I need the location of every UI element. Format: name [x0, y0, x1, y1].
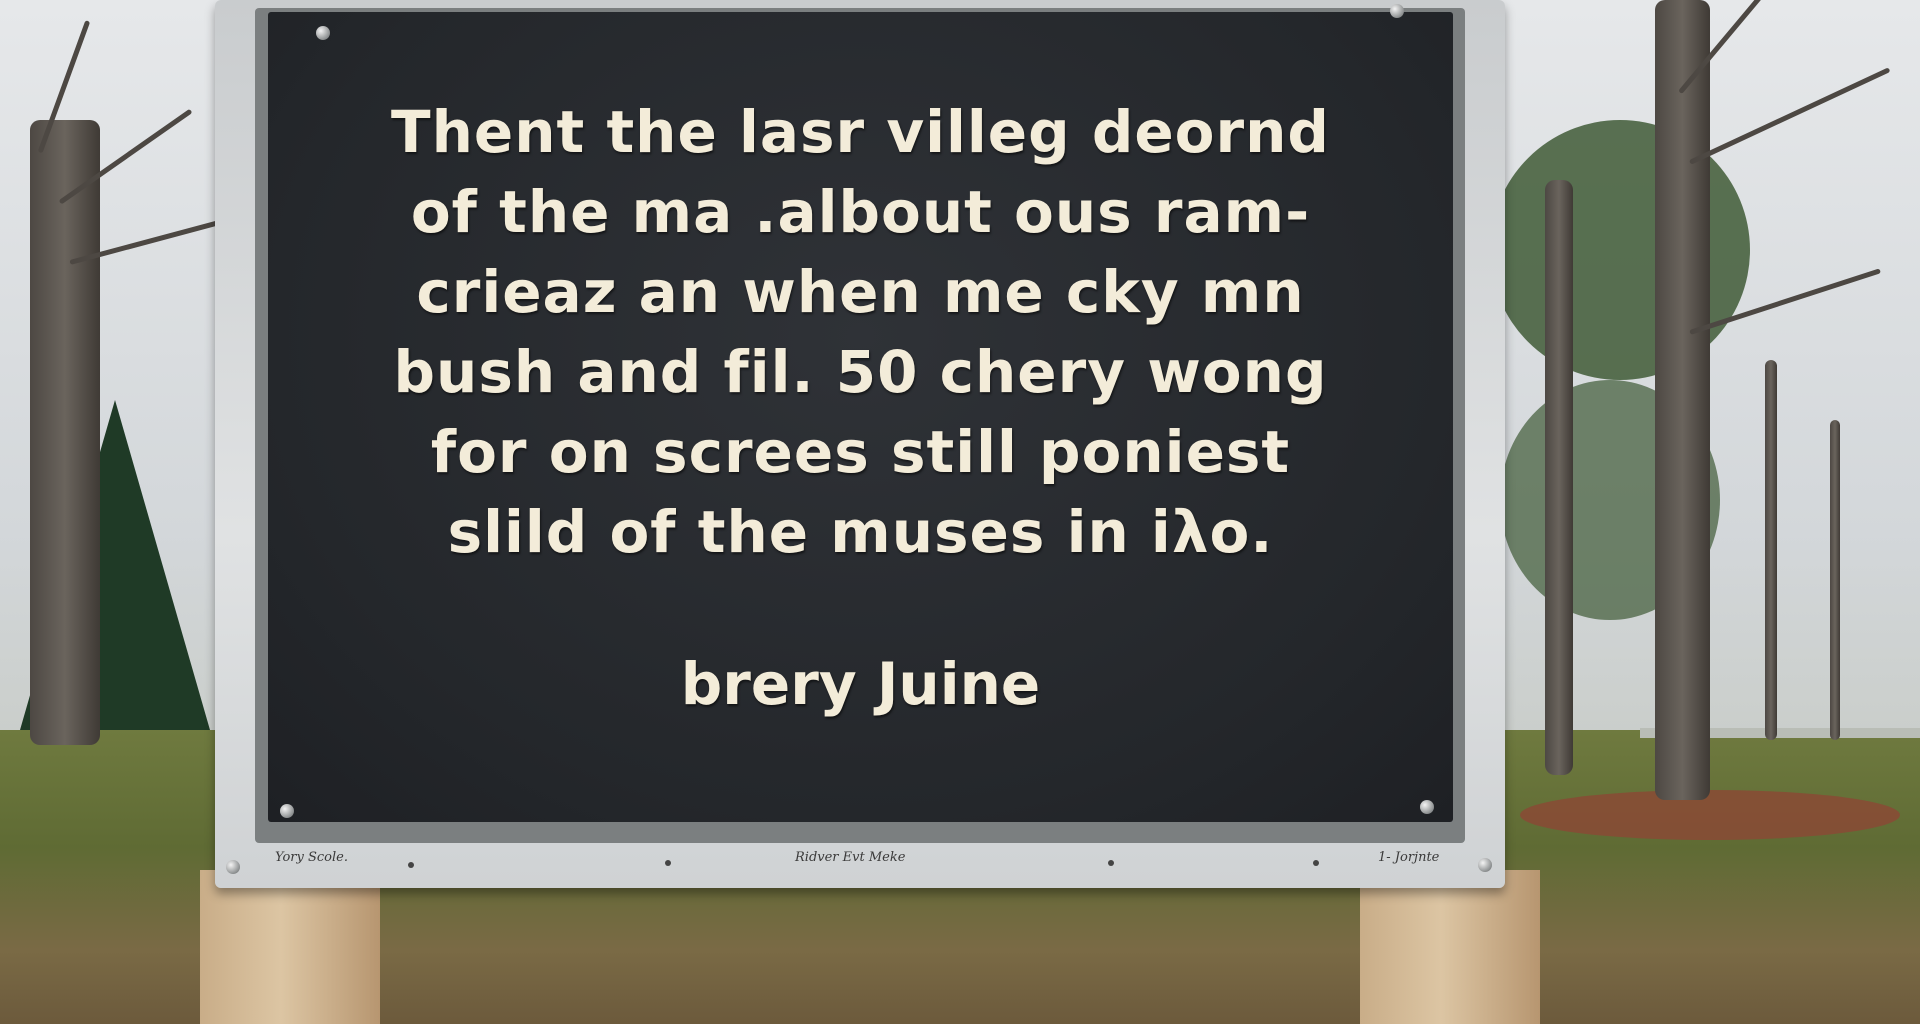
screw-hole — [1108, 860, 1114, 866]
sign-line: for on screes still poniest — [430, 418, 1291, 486]
sign-line: crieaz an when me cky mn — [416, 258, 1305, 326]
sign-line: bush and fil. 50 chery wong — [393, 338, 1328, 406]
sign-post-right — [1360, 870, 1540, 1024]
screw-hole — [665, 860, 671, 866]
sign-message — [268, 92, 1453, 572]
sign-line: slild of the muses in iλo. — [447, 498, 1274, 566]
screw-hole — [408, 862, 414, 868]
rivet — [1478, 858, 1492, 872]
rivet — [1420, 800, 1434, 814]
tree-trunk-far — [1765, 360, 1777, 740]
sign-line: of the ma .albout ous ram- — [410, 178, 1311, 246]
plate-text-center: Ridver Evt Meke — [795, 850, 906, 865]
rivet — [226, 860, 240, 874]
plate-text-left: Yory Scole. — [275, 850, 348, 865]
sign-signature: brery Juine — [680, 650, 1041, 718]
plate-text-right: 1- Jorjnte — [1378, 850, 1440, 865]
tree-foliage — [1490, 120, 1750, 380]
sign-post-left — [200, 870, 380, 1024]
tree-trunk-left — [30, 120, 100, 745]
rivet — [316, 26, 330, 40]
tree-trunk-right — [1655, 0, 1710, 800]
sign-line: Thent the lasr villeg deornd — [391, 98, 1330, 166]
tree-trunk-far — [1830, 420, 1840, 740]
mulch-bed — [1520, 790, 1900, 840]
rivet — [1390, 4, 1404, 18]
tree-trunk-mid — [1545, 180, 1573, 775]
screw-hole — [1313, 860, 1319, 866]
rivet — [280, 804, 294, 818]
